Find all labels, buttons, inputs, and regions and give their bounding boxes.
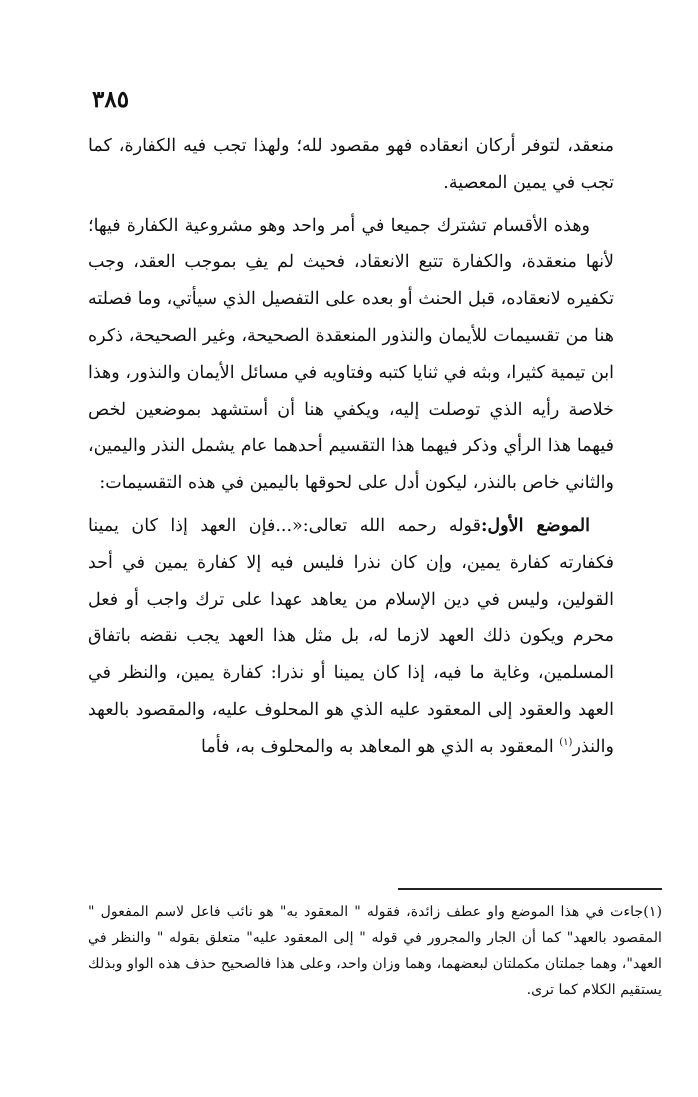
page-number: ٣٨٥ [92, 86, 130, 113]
paragraph-3-text-b: المعقود به الذي هو المعاهد به والمحلوف به، فأما [201, 736, 560, 757]
footnotes [88, 899, 662, 1003]
footnote-separator [398, 888, 662, 890]
first-position-label: الموضع الأول: [480, 515, 590, 536]
footnote-marker: (١) [559, 736, 573, 748]
paragraph-2: وهذه الأقسام تشترك جميعا في أمر واحد وهو مشروعية الكفارة فيها؛ لأنها منعقدة، والكفارة تتبع الانعقاد، فحيث لم يفِ بموجب العقد، وجب تكفيره لانعقاده، قبل الحنث أو بعده على التفصيل الذي سيأتي، وما فصلته هنا من تقسيمات للأيمان والنذور المنعقدة الصحيحة، وغير الصحيحة، ذكره ابن تيمية كثيرا، وبثه في ثنايا كتبه وفتاويه في مسائل الأيمان والنذور، وهذا خلاصة رأيه الذي توصلت إليه، ويكفي هنا أن أستشهد بموضعين لخص فيهما هذا الرأي وذكر فيهما هذا التقسيم أحدهما عام يشمل النذر واليمين، والثاني خاص بالنذر، ليكون أدل على لحوقها باليمين في هذه التقسيمات: [88, 215, 614, 494]
main-text [88, 128, 614, 766]
paragraph-3 [88, 508, 614, 766]
footnote-1: (١)جاءت في هذا الموضع واو عطف زائدة، فقوله " المعقود به" هو نائب فاعل لاسم المفعول " المقصود بالعهد" كما أن الجار والمجرور في قوله " إلى المعقود عليه" متعلق بقوله " والنظر في العهد"، وهما جملتان مكملتان لبعضهما، وهما وزان واحد، وعلى هذا فالصحيح حذف هذه الواو وبذلك يستقيم الكلام كما ترى. [88, 904, 662, 998]
paragraph-1: منعقد، لتوفر أركان انعقاده فهو مقصود لله؛ ولهذا تجب فيه الكفارة، كما تجب في يمين المعصية. [88, 136, 614, 193]
paragraph-3-text-a: قوله رحمه الله تعالى:«...فإن العهد إذا كان يمينا فكفارته كفارة يمين، وإن كان نذرا فليس فيه إلا كفارة يمين في أحد القولين، وليس في دين الإسلام من يعاهد عهدا على ترك واجب أو فعل محرم ويكون ذلك العهد لازما له، بل مثل هذا العهد يجب نقضه باتفاق المسلمين، وغاية ما فيه، إذا كان يمينا أو نذرا: كفارة يمين، والنظر في العهد والعقود إلى المعقود عليه الذي هو المحلوف عليه، والمقصود بالعهد والنذر [88, 515, 614, 757]
